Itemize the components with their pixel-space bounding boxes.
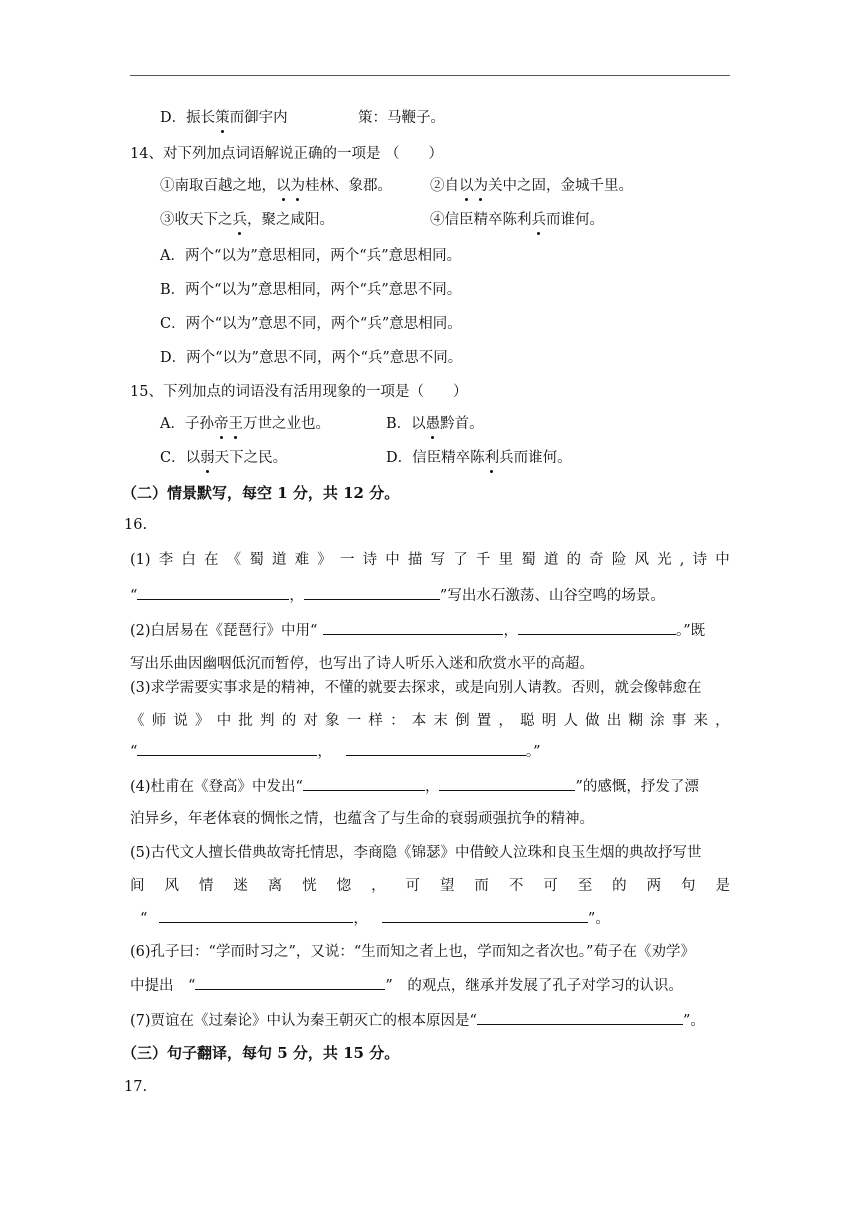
p1-char: 风 — [634, 552, 649, 568]
p3-char: 末 — [433, 713, 448, 729]
header-rule — [130, 75, 730, 76]
p5-char: 恍 — [302, 878, 317, 894]
p5-sep: ， — [353, 911, 368, 927]
q15-option-d — [386, 448, 572, 468]
p1-char: 蜀 — [521, 552, 536, 568]
q13d-gloss: 策：马鞭子。 — [358, 110, 445, 126]
answer-blank[interactable] — [303, 776, 425, 791]
p1-char: 李 — [158, 552, 174, 568]
p4-pre: (4)杜甫在《登高》中发出“ — [130, 779, 303, 795]
p5-char: 望 — [439, 878, 455, 894]
p4-sep: ， — [424, 779, 440, 795]
p4-line-1 — [130, 776, 699, 797]
p5-char: 不 — [508, 878, 524, 894]
p3-char: 中 — [216, 713, 232, 729]
p5-end: ”。 — [587, 911, 610, 927]
p1-char: 诗 — [362, 552, 378, 568]
p5-char: 风 — [164, 878, 179, 894]
q13-option-d — [160, 108, 288, 128]
p3-char: 象 — [325, 713, 340, 729]
q14-stem: 14、对下列加点词语解说正确的一项是 （ ） — [130, 146, 444, 162]
p1-sep: ， — [289, 588, 304, 604]
p5-char: 两 — [646, 878, 662, 894]
answer-blank[interactable] — [477, 1010, 683, 1025]
p6-pre: 中提出 “ — [130, 978, 196, 994]
p2-end: 。”既 — [675, 623, 706, 639]
p5-char: 可 — [543, 878, 558, 894]
p1-char: 诗 — [692, 552, 708, 568]
p1-char: 》 — [317, 552, 332, 568]
q15d-dot: 利 — [484, 450, 500, 466]
p3-char: 对 — [303, 713, 318, 729]
q13d-dotted-word: 策 — [215, 110, 230, 126]
answer-blank[interactable] — [159, 908, 353, 923]
q14s2-text: ②自 — [430, 178, 459, 194]
p3-char: 倒 — [455, 713, 470, 729]
q14s3-tail: ，聚之咸阳。 — [247, 212, 334, 228]
p3-char: 师 — [151, 713, 167, 729]
q13d-rest: 而御宇内 — [229, 110, 288, 126]
p3-char: 做 — [585, 713, 600, 729]
q15c-tail: 天下之民。 — [214, 450, 288, 466]
q14s3-text: ③收天下之 — [160, 212, 233, 228]
q14-sentence-3 — [160, 210, 334, 230]
p3-sep: ， — [317, 744, 332, 760]
p3-char: 聪 — [520, 713, 535, 729]
p5-char: 离 — [267, 878, 283, 894]
p3-line-2 — [130, 711, 730, 731]
p1-char: 道 — [271, 552, 287, 568]
p3-char: 人 — [563, 713, 578, 729]
p7-line — [130, 1010, 705, 1031]
q14s4-dot: 兵 — [531, 212, 546, 228]
p5-char: 可 — [405, 878, 420, 894]
p4-end: ”的感慨，抒发了漂 — [575, 779, 699, 795]
answer-blank[interactable] — [439, 776, 575, 791]
q15-option-a — [160, 414, 330, 434]
p1-char: 千 — [475, 552, 491, 568]
answer-blank[interactable] — [382, 908, 588, 923]
p3-char: ： — [390, 713, 405, 729]
q14s4-tail: 而谁何。 — [546, 212, 604, 228]
p1-char: 光 — [657, 552, 672, 568]
p1-char: 在 — [204, 552, 219, 568]
answer-blank[interactable] — [323, 620, 503, 635]
p1-char: 难 — [294, 552, 310, 568]
answer-blank[interactable] — [137, 585, 289, 600]
p5-char: 句 — [681, 878, 696, 894]
p6-line-1: (6)孔子曰：“学而时习之”，又说：“生而知之者上也，学而知之者次也。”荀子在《劝学》 — [130, 944, 695, 960]
p3-open-quote: “ — [130, 744, 138, 760]
p1-char: 险 — [611, 552, 627, 568]
p1-char: 蜀 — [249, 552, 264, 568]
p1-char: 中 — [385, 552, 400, 568]
p2-pre: (2)白居易在《琵琶行》中用“ — [130, 623, 318, 639]
answer-blank[interactable] — [346, 741, 526, 756]
q14s1-dot-1: 以 — [276, 178, 291, 194]
p1-char: (1) — [130, 552, 151, 568]
p5-char: ， — [371, 878, 386, 894]
q15b-tail: 黔首。 — [440, 416, 484, 432]
p7-end: ”。 — [682, 1013, 705, 1029]
q14-sentence-2 — [430, 176, 633, 196]
p5-char: 是 — [715, 878, 730, 894]
p1-end: ”写出水石激荡、山谷空鸣的场景。 — [439, 588, 665, 604]
p1-char: 《 — [226, 552, 242, 568]
q14-option-b: B．两个“以为”意思相同，两个“兵”意思不同。 — [160, 282, 462, 298]
p3-line-3 — [130, 741, 541, 762]
p3-char: 事 — [671, 713, 687, 729]
p3-char: 批 — [238, 713, 253, 729]
section-3-heading: （三）句子翻译，每句 5 分，共 15 分。 — [122, 1044, 400, 1062]
q15-stem: 15、下列加点的词语没有活用现象的一项是（ ） — [130, 384, 468, 400]
q17-number: 17. — [124, 1079, 148, 1095]
q14s1-text: ①南取百越之地， — [160, 178, 276, 194]
p3-char: ， — [498, 713, 513, 729]
p1-char: 了 — [453, 552, 468, 568]
p3-char: 》 — [195, 713, 210, 729]
p3-char: ， — [715, 713, 730, 729]
q14-sentence-1 — [160, 176, 392, 196]
q16-number: 16. — [124, 517, 148, 533]
q15a-dot-1: 帝 — [213, 416, 229, 432]
p7-pre: (7)贾谊在《过秦论》中认为秦王朝灭亡的根本原因是“ — [130, 1013, 477, 1029]
p5-char: 而 — [474, 878, 489, 894]
q15a-dot-2: 王 — [228, 416, 243, 432]
q14s1-tail: 桂林、象郡。 — [305, 178, 392, 194]
p3-char: 出 — [606, 713, 622, 729]
p4-line-2: 泊异乡，年老体衰的惆怅之情，也蕴含了与生命的衰弱顽强抗争的精神。 — [130, 811, 594, 827]
p3-char: 的 — [281, 713, 297, 729]
q14s3-dot: 兵 — [232, 212, 247, 228]
p5-char: 间 — [130, 878, 145, 894]
p1-line-1 — [130, 550, 730, 570]
p5-line-2 — [130, 876, 730, 896]
q15c-prefix: C．以 — [160, 450, 201, 466]
p3-char: 置 — [476, 713, 492, 729]
p3-char: 来 — [693, 713, 708, 729]
q15-option-b — [386, 414, 484, 434]
p2-sep: ， — [503, 623, 518, 639]
p5-line-1: (5)古代文人擅长借典故寄托情思，李商隐《锦瑟》中借鲛人泣珠和良玉生烟的典故抒写世 — [130, 845, 702, 861]
q15d-tail: 兵而谁何。 — [499, 450, 572, 466]
p3-char: 样 — [368, 713, 383, 729]
p3-char: 说 — [173, 713, 188, 729]
q15b-prefix: B．以 — [386, 416, 426, 432]
q14-sentence-4 — [430, 210, 604, 230]
q14s1-dot-2: 为 — [290, 178, 305, 194]
q15a-prefix: A．子孙 — [160, 416, 214, 432]
p3-char: 《 — [130, 713, 145, 729]
answer-blank[interactable] — [518, 620, 676, 635]
p3-char: 一 — [346, 713, 362, 729]
q14s2-tail: 关中之固，金城千里。 — [488, 178, 633, 194]
p1-open-quote: “ — [130, 588, 138, 604]
p6-line-2 — [130, 975, 683, 996]
q15a-tail: 万世之业也。 — [242, 416, 330, 432]
p1-char: 写 — [430, 552, 446, 568]
p5-char: 惚 — [336, 878, 352, 894]
p3-char: 明 — [541, 713, 557, 729]
p1-char: 里 — [498, 552, 514, 568]
p1-char: 的 — [566, 552, 582, 568]
q14s2-dot-1: 以 — [459, 178, 474, 194]
p2-line-1 — [130, 620, 705, 641]
p1-char: 道 — [543, 552, 559, 568]
p3-char: 涂 — [650, 713, 665, 729]
q14s2-dot-2: 为 — [473, 178, 488, 194]
p3-char: 本 — [411, 713, 427, 729]
p3-line-1: (3)求学需要实事求是的精神，不懂的就要去探求，或是向别人请教。否则，就会像韩愈在 — [130, 680, 702, 696]
p1-line-2 — [130, 585, 665, 606]
p1-char: , — [679, 552, 685, 568]
p6-end: ” 的观点，继承并发展了孔子对学习的认识。 — [385, 978, 683, 994]
p5-char: 情 — [198, 878, 214, 894]
p3-char: 判 — [260, 713, 275, 729]
p1-char: 一 — [339, 552, 355, 568]
q14-option-a: A．两个“以为”意思相同，两个“兵”意思相同。 — [160, 248, 462, 264]
answer-blank[interactable] — [304, 585, 440, 600]
answer-blank[interactable] — [195, 975, 385, 990]
p5-char: 的 — [612, 878, 627, 894]
p1-char: 奇 — [589, 552, 604, 568]
p5-char: 至 — [577, 878, 593, 894]
p1-char: 白 — [181, 552, 196, 568]
p1-char: 中 — [715, 552, 730, 568]
p2-line-2: 写出乐曲因幽咽低沉而暂停，也写出了诗人听乐入迷和欣赏水平的高超。 — [130, 656, 594, 672]
section-2-heading: （二）情景默写，每空 1 分，共 12 分。 — [122, 484, 400, 502]
answer-blank[interactable] — [137, 741, 317, 756]
q14s4-text: ④信臣精卒陈利 — [430, 212, 532, 228]
p3-end: 。” — [525, 744, 541, 760]
q14-option-d: D．两个“以为”意思不同，两个“兵”意思不同。 — [160, 350, 463, 366]
p3-char: 糊 — [628, 713, 643, 729]
q14-option-c: C．两个“以为”意思不同，两个“兵”意思相同。 — [160, 316, 462, 332]
q15c-dot: 弱 — [200, 450, 215, 466]
p5-char: 迷 — [233, 878, 248, 894]
q13d-label: D．振长 — [160, 110, 216, 126]
q15b-dot: 愚 — [425, 416, 441, 432]
p1-char: 描 — [407, 552, 423, 568]
p5-line-3 — [140, 908, 610, 929]
q15d-prefix: D．信臣精卒陈 — [386, 450, 485, 466]
q15-option-c — [160, 448, 287, 468]
p5-open-quote: “ — [140, 911, 148, 927]
